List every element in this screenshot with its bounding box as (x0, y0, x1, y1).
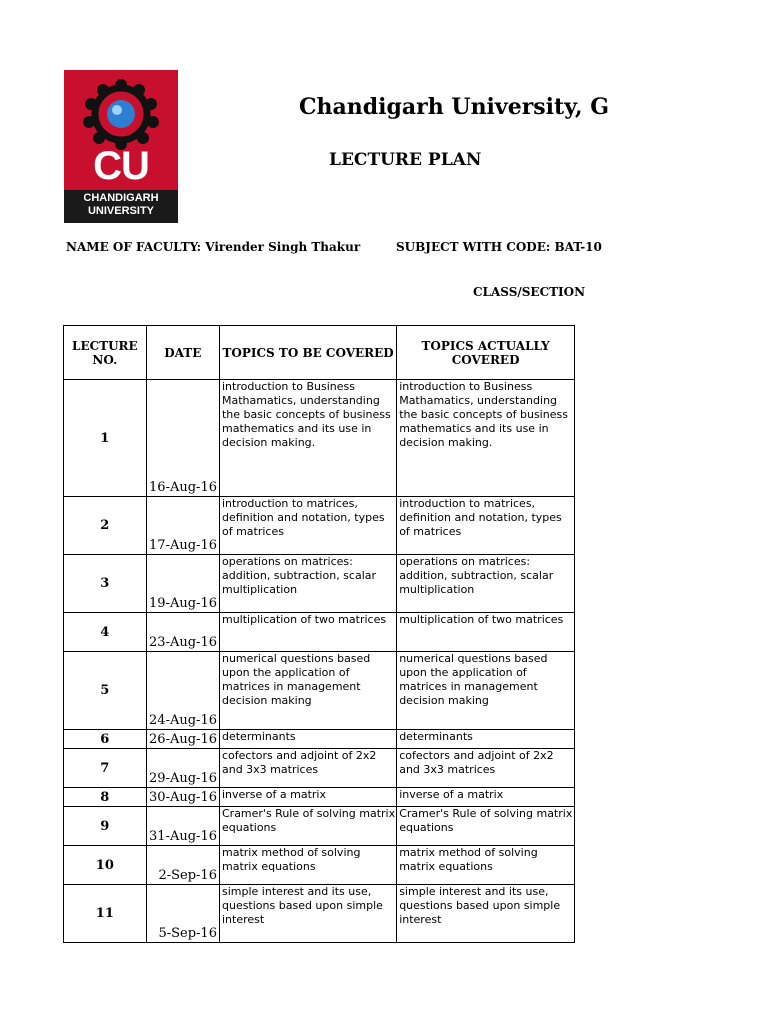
topic-planned-cell: determinants (219, 730, 396, 749)
topic-planned-cell: numerical questions based upon the application of matrices in management decision making (219, 652, 396, 730)
page-title: Chandigarh University, G (299, 94, 609, 120)
table-header-row (64, 326, 575, 380)
topic-actual-cell: cofectors and adjoint of 2x2 and 3x3 matrices (397, 749, 575, 788)
lecture-no-cell: 7 (64, 749, 147, 788)
topic-actual-cell: simple interest and its use, questions based upon simple interest (397, 885, 575, 943)
topic-planned-cell: cofectors and adjoint of 2x2 and 3x3 matrices (219, 749, 396, 788)
column-header-lecture-no: LECTURE NO. (64, 326, 147, 380)
topic-actual-cell: determinants (397, 730, 575, 749)
date-cell: 24-Aug-16 (146, 652, 219, 730)
topic-actual-cell: operations on matrices: addition, subtraction, scalar multiplication (397, 555, 575, 613)
logo-line-1: CHANDIGARH (83, 192, 159, 204)
topic-actual-cell: inverse of a matrix (397, 788, 575, 807)
topic-actual-cell: Cramer's Rule of solving matrix equations (397, 807, 575, 846)
table-row (64, 788, 575, 807)
date-cell: 31-Aug-16 (146, 807, 219, 846)
lecture-no-cell: 11 (64, 885, 147, 943)
topic-planned-cell: simple interest and its use, questions based upon simple interest (219, 885, 396, 943)
topic-planned-cell: Cramer's Rule of solving matrix equations (219, 807, 396, 846)
logo-line-2: UNIVERSITY (87, 205, 154, 217)
topic-planned-cell: inverse of a matrix (219, 788, 396, 807)
lecture-no-cell: 1 (64, 380, 147, 497)
lecture-no-cell: 6 (64, 730, 147, 749)
table-row (64, 885, 575, 943)
topic-actual-cell: multiplication of two matrices (397, 613, 575, 652)
date-cell: 30-Aug-16 (146, 788, 219, 807)
date-cell: 16-Aug-16 (146, 380, 219, 497)
table-row (64, 497, 575, 555)
logo-initials: CU (93, 144, 149, 188)
table-row (64, 555, 575, 613)
table-row (64, 730, 575, 749)
lecture-no-cell: 2 (64, 497, 147, 555)
topic-planned-cell: introduction to Business Mathamatics, understanding the basic concepts of business mathematics and its use in decision making. (219, 380, 396, 497)
topic-planned-cell: matrix method of solving matrix equations (219, 846, 396, 885)
table-body (64, 380, 575, 943)
topic-planned-cell: introduction to matrices, definition and notation, types of matrices (219, 497, 396, 555)
table-row (64, 613, 575, 652)
table-row (64, 846, 575, 885)
date-cell: 2-Sep-16 (146, 846, 219, 885)
column-header-topics-actual: TOPICS ACTUALLY COVERED (397, 326, 575, 380)
page-subtitle: LECTURE PLAN (329, 150, 482, 170)
topic-actual-cell: introduction to Business Mathamatics, understanding the basic concepts of business mathematics and its use in decision making. (397, 380, 575, 497)
faculty-name: NAME OF FACULTY: Virender Singh Thakur (66, 240, 361, 254)
lecture-plan-table (63, 325, 575, 943)
date-cell: 17-Aug-16 (146, 497, 219, 555)
column-header-topics-planned: TOPICS TO BE COVERED (219, 326, 396, 380)
lecture-no-cell: 8 (64, 788, 147, 807)
date-cell: 5-Sep-16 (146, 885, 219, 943)
lecture-no-cell: 9 (64, 807, 147, 846)
lecture-no-cell: 3 (64, 555, 147, 613)
lecture-no-cell: 4 (64, 613, 147, 652)
table-row (64, 749, 575, 788)
lecture-no-cell: 5 (64, 652, 147, 730)
topic-actual-cell: introduction to matrices, definition and notation, types of matrices (397, 497, 575, 555)
topic-planned-cell: multiplication of two matrices (219, 613, 396, 652)
topic-planned-cell: operations on matrices: addition, subtraction, scalar multiplication (219, 555, 396, 613)
class-section: CLASS/SECTION (473, 285, 586, 299)
topic-actual-cell: numerical questions based upon the application of matrices in management decision making (397, 652, 575, 730)
topic-actual-cell: matrix method of solving matrix equations (397, 846, 575, 885)
table-row (64, 652, 575, 730)
subject-code: SUBJECT WITH CODE: BAT-10 (396, 240, 602, 254)
table-row (64, 807, 575, 846)
table-row (64, 380, 575, 497)
column-header-date: DATE (146, 326, 219, 380)
date-cell: 19-Aug-16 (146, 555, 219, 613)
date-cell: 23-Aug-16 (146, 613, 219, 652)
date-cell: 29-Aug-16 (146, 749, 219, 788)
date-cell: 26-Aug-16 (146, 730, 219, 749)
lecture-no-cell: 10 (64, 846, 147, 885)
